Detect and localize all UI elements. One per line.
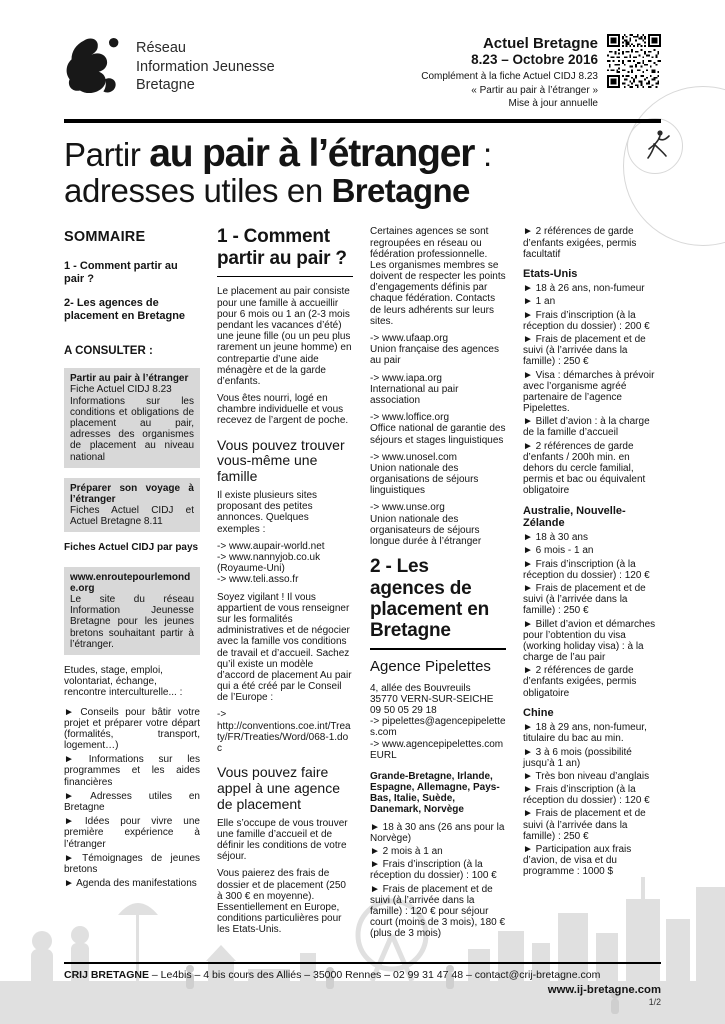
qr-code	[607, 34, 661, 88]
info-box-subtitle: Fiche Actuel CIDJ 8.23	[70, 384, 172, 396]
unosel-link[interactable]: -> www.unosel.com	[370, 451, 457, 463]
paragraph: Elle s’occupe de vous trouver une famille d’accueil et de définir les conditions de votre séjour.	[217, 817, 348, 863]
consulter-heading: A CONSULTER :	[64, 345, 153, 358]
agency-address-line-2: 35770 VERN-SUR-SEICHE	[370, 693, 494, 705]
page-number: 1/2	[648, 996, 661, 1007]
footer-rule	[64, 962, 661, 964]
link-group	[217, 541, 353, 586]
bullet-item: ► Idées pour vivre une première expérience à l’étranger	[64, 816, 200, 850]
agency-website-link[interactable]: -> www.agencepipelettes.com	[370, 738, 504, 750]
rij-logo-icon	[64, 34, 124, 100]
country-heading-etats-unis: Etats-Unis	[523, 267, 578, 280]
heading-rule	[370, 648, 506, 650]
bullet-item: ► Frais de placement et de suivi (à l’arrivée dans la famille) : 250 €	[523, 333, 646, 368]
countries-column	[523, 226, 659, 879]
title-line2-emphasis: Bretagne	[331, 172, 470, 210]
link-description: Union nationale des organisateurs de séjours longue durée à l’étranger	[370, 513, 482, 548]
bullet-item: ► Très bon niveau d’anglais	[523, 770, 650, 782]
paragraph: Certaines agences se sont regroupées en réseau ou fédération professionnelle. Les organismes membres se doivent de respecter les points d’engagements définis par chaque fédération. Contacts de leurs adhérents sur leurs sites.	[370, 226, 506, 327]
footer-contact-line	[64, 969, 661, 981]
federation-link	[370, 333, 506, 367]
info-box-preparer-voyage	[64, 478, 200, 533]
conseil-europe-link[interactable]: http://conventions.coe.int/Treaty/FR/Treaties/Word/068-1.doc	[217, 720, 351, 755]
masthead-title: Actuel Bretagne	[482, 35, 598, 52]
paragraph: Vous paierez des frais de dossier et de placement (250 à 300 € en moyenne). Essentiellement en Europe, conditions particulières pour les Etats-Unis.	[217, 868, 346, 936]
heading-rule	[217, 276, 353, 278]
bullet-item: ► Frais de placement et de suivi (à l’arrivée dans la famille) : 250 €	[523, 808, 646, 842]
bullet-item: ► Frais de placement et de suivi (à l’arrivée dans la famille) : 120 € pour séjour court (moins de 3 mois), 180 € (plus de 3 mois)	[370, 883, 506, 940]
federation-link	[370, 373, 506, 407]
masthead-subline-1: Complément à la fiche Actuel CIDJ 8.23	[421, 71, 598, 82]
bullet-item: ► 2 références de garde d’enfants / 200h min. en dehors du cercle familial, permis et bac ou équivalent obligatoire	[523, 440, 646, 497]
footer-org-details: – Le4bis – 4 bis cours des Alliés – 35000 Rennes – 02 99 31 47 48 – contact@crij-bretagne.com	[148, 968, 601, 981]
aupair-world-link[interactable]: -> www.aupair-world.net	[217, 540, 325, 552]
bullet-item: ► 3 à 6 mois (possibilité jusqu’à 1 an)	[523, 746, 632, 769]
bullet-item: ► Conseils pour bâtir votre projet et préparer votre départ (formalités, transport, logement…)	[64, 706, 200, 752]
agency-email-link[interactable]: -> pipelettes@agencepipelettes.com	[370, 716, 506, 739]
paragraph: Vous êtes nourri, logé en chambre individuelle et vous recevez de l’argent de poche.	[217, 393, 349, 427]
bullet-item: ► Billet d’avion : à la charge de la famille d’accueil	[523, 416, 650, 439]
nannyjob-link[interactable]: -> www.nannyjob.co.uk (Royaume-Uni)	[217, 552, 321, 575]
subheading-trouver-famille: Vous pouvez trouver vous-même une famille	[217, 436, 345, 485]
bullet-item: ► Participation aux frais d’avion, de visa et du programme : 1000 $	[523, 844, 632, 878]
masthead-subline-2: « Partir au pair à l’étranger »	[471, 84, 598, 96]
info-box-text: Informations sur les conditions et obligations de placement au pair, adresses des organismes de placement au niveau national	[70, 395, 194, 463]
sommaire-item-1: 1 - Comment partir au pair ?	[64, 259, 178, 285]
section-1-heading: 1 - Comment partir au pair ?	[217, 226, 347, 269]
sommaire-column	[64, 226, 200, 892]
bullet-item: ► Témoignages de jeunes bretons	[64, 852, 200, 875]
info-box-title: Préparer son voyage à l’étranger	[70, 482, 194, 505]
bullet-item: ► Adresses utiles en Bretagne	[64, 790, 200, 814]
enroutepourlemonde-link[interactable]: www.enroutepourlemonde.org	[70, 571, 191, 594]
columns	[64, 226, 661, 941]
agency-name: Agence Pipelettes	[370, 657, 491, 675]
title-suffix: :	[474, 135, 492, 173]
link-group	[217, 709, 353, 754]
title-emphasis: au pair à l’étranger	[149, 131, 475, 175]
country-heading-chine: Chine	[523, 706, 554, 719]
title-prefix: Partir	[64, 135, 150, 173]
bullet-item: ► 2 références de garde d’enfants exigées, permis facultatif	[523, 226, 637, 260]
bullet-item: ► Frais de placement et de suivi (à l’arrivée dans la famille) : 250 €	[523, 582, 646, 617]
federation-link	[370, 412, 506, 446]
info-box-text: Fiches Actuel CIDJ et Actuel Bretagne 8.11	[70, 505, 194, 528]
title-line-1	[64, 131, 661, 175]
footer-website-link[interactable]: www.ij-bretagne.com	[547, 983, 661, 996]
section-2-column	[370, 226, 506, 941]
header	[64, 34, 661, 111]
agency-countries: Grande-Bretagne, Irlande, Espagne, Allemagne, Pays-Bas, Italie, Suède, Danemark, Norvège	[370, 770, 500, 816]
unse-link[interactable]: -> www.unse.org	[370, 502, 445, 514]
bullet-item: ► Agenda des manifestations	[64, 878, 197, 890]
bullet-item: ► Frais d’inscription (à la réception du dossier) : 120 €	[523, 784, 650, 807]
bullet-item: ► Billet d’avion et démarches pour l’obtention du visa (working holiday visa) : à la charge de l’au pair	[523, 618, 656, 664]
masthead-text	[421, 34, 598, 111]
agency-legal-form: EURL	[370, 749, 397, 761]
header-rule	[64, 119, 661, 123]
link-description: Office national de garantie des séjours et stages linguistiques	[370, 423, 506, 446]
agency-phone: 09 50 05 29 18	[370, 704, 437, 716]
section-1-column	[217, 226, 353, 941]
link-arrow: ->	[217, 709, 227, 721]
bullet-item: ► Frais d’inscription (à la réception du dossier) : 200 €	[523, 309, 650, 332]
bullet-item: ► Frais d’inscription (à la réception du dossier) : 100 €	[370, 859, 497, 882]
info-box-title: Partir au pair à l’étranger	[70, 373, 189, 385]
bullet-item: ► 18 à 30 ans	[523, 532, 588, 544]
bullet-item: ► 6 mois - 1 an	[523, 545, 594, 557]
loffice-link[interactable]: -> www.loffice.org	[370, 412, 450, 424]
bullet-item: ► Informations sur les programmes et les aides financières	[64, 754, 200, 788]
brand-block	[64, 34, 275, 100]
info-box-partir-au-pair	[64, 368, 200, 468]
paragraph-soyez-vigilant: Soyez vigilant ! Il vous appartient de vous renseigner sur les formalités administratives et de négocier avec la famille vos conditions de travail et d’accueil. Sachez qu’il existe un modèle d’accord de placement Au pair qui a été créé par le Conseil de l’Europe :	[217, 591, 352, 704]
title-line2-prefix: adresses utiles en	[64, 172, 332, 210]
bullet-item: ► 18 à 30 ans (26 ans pour la Norvège)	[370, 821, 505, 844]
masthead	[421, 34, 661, 111]
bullet-item: ► 1 an	[523, 296, 556, 308]
paragraph: Le placement au pair consiste pour une famille à accueillir pour 6 mois ou 1 an (2-3 mois pendant les vacances d’été) une jeune fille (ou un peu plus rarement un jeune homme) en contrepartie d’une aide ménagère et de la garde d’enfants.	[217, 286, 352, 387]
title-line-2	[64, 174, 661, 208]
link-description: Union nationale des organisations de séjours linguistiques	[370, 462, 479, 497]
bullet-item: ► 2 références de garde d’enfants exigées, permis obligatoire	[523, 665, 637, 699]
masthead-subline-3: Mise à jour annuelle	[508, 98, 598, 109]
teli-link[interactable]: -> www.teli.asso.fr	[217, 574, 299, 586]
info-box-enroutepourlemonde	[64, 567, 200, 655]
bullet-item: ► Frais d’inscription (à la réception du dossier) : 120 €	[523, 558, 650, 581]
bullet-item: ► 18 à 29 ans, non-fumeur, titulaire du bac au min.	[523, 722, 647, 745]
paragraph: Il existe plusieurs sites proposant des petites annonces. Quelques exemples :	[217, 490, 318, 535]
bullet-item: ► Visa : démarches à prévoir avec l’organisme agréé partenaire de l’agence Pipelettes.	[523, 369, 655, 415]
brand-line-1: Réseau	[136, 40, 186, 57]
fiches-par-pays: Fiches Actuel CIDJ par pays	[64, 542, 199, 554]
ufaap-link[interactable]: -> www.ufaap.org	[370, 333, 449, 345]
document-title	[64, 131, 661, 210]
subheading-agence-placement: Vous pouvez faire appel à une agence de placement	[217, 764, 340, 812]
country-heading-australie-nz: Australie, Nouvelle-Zélande	[523, 504, 626, 529]
info-box-text: Le site du réseau Information Jeunesse Bretagne pour les jeunes bretons souhaitant partir à l’étranger.	[70, 594, 194, 650]
sommaire-item-2: 2- Les agences de placement en Bretagne	[64, 296, 186, 323]
bullet-item: ► 18 à 26 ans, non-fumeur	[523, 283, 645, 295]
brand-name	[136, 39, 275, 95]
footer	[64, 962, 661, 1007]
bullet-item: ► 2 mois à 1 an	[370, 846, 443, 858]
agency-address-line-1: 4, allée des Bouvreuils	[370, 682, 471, 694]
iapa-link[interactable]: -> www.iapa.org	[370, 372, 442, 384]
federation-link	[370, 502, 506, 547]
brand-line-3: Bretagne	[136, 77, 195, 94]
masthead-issue: 8.23 – Octobre 2016	[471, 52, 598, 67]
link-description: International au pair association	[370, 383, 459, 406]
section-2-heading: 2 - Les agences de placement en Bretagne	[370, 556, 490, 642]
footer-org-name: CRIJ BRETAGNE	[64, 968, 149, 981]
sommaire-heading: SOMMAIRE	[64, 229, 146, 246]
federation-link	[370, 452, 506, 497]
link-description: Union française des agences au pair	[370, 344, 499, 367]
brand-line-2: Information Jeunesse	[136, 58, 275, 75]
intro-list-text: Etudes, stage, emploi, volontariat, échange, rencontre interculturelle... :	[64, 664, 183, 699]
